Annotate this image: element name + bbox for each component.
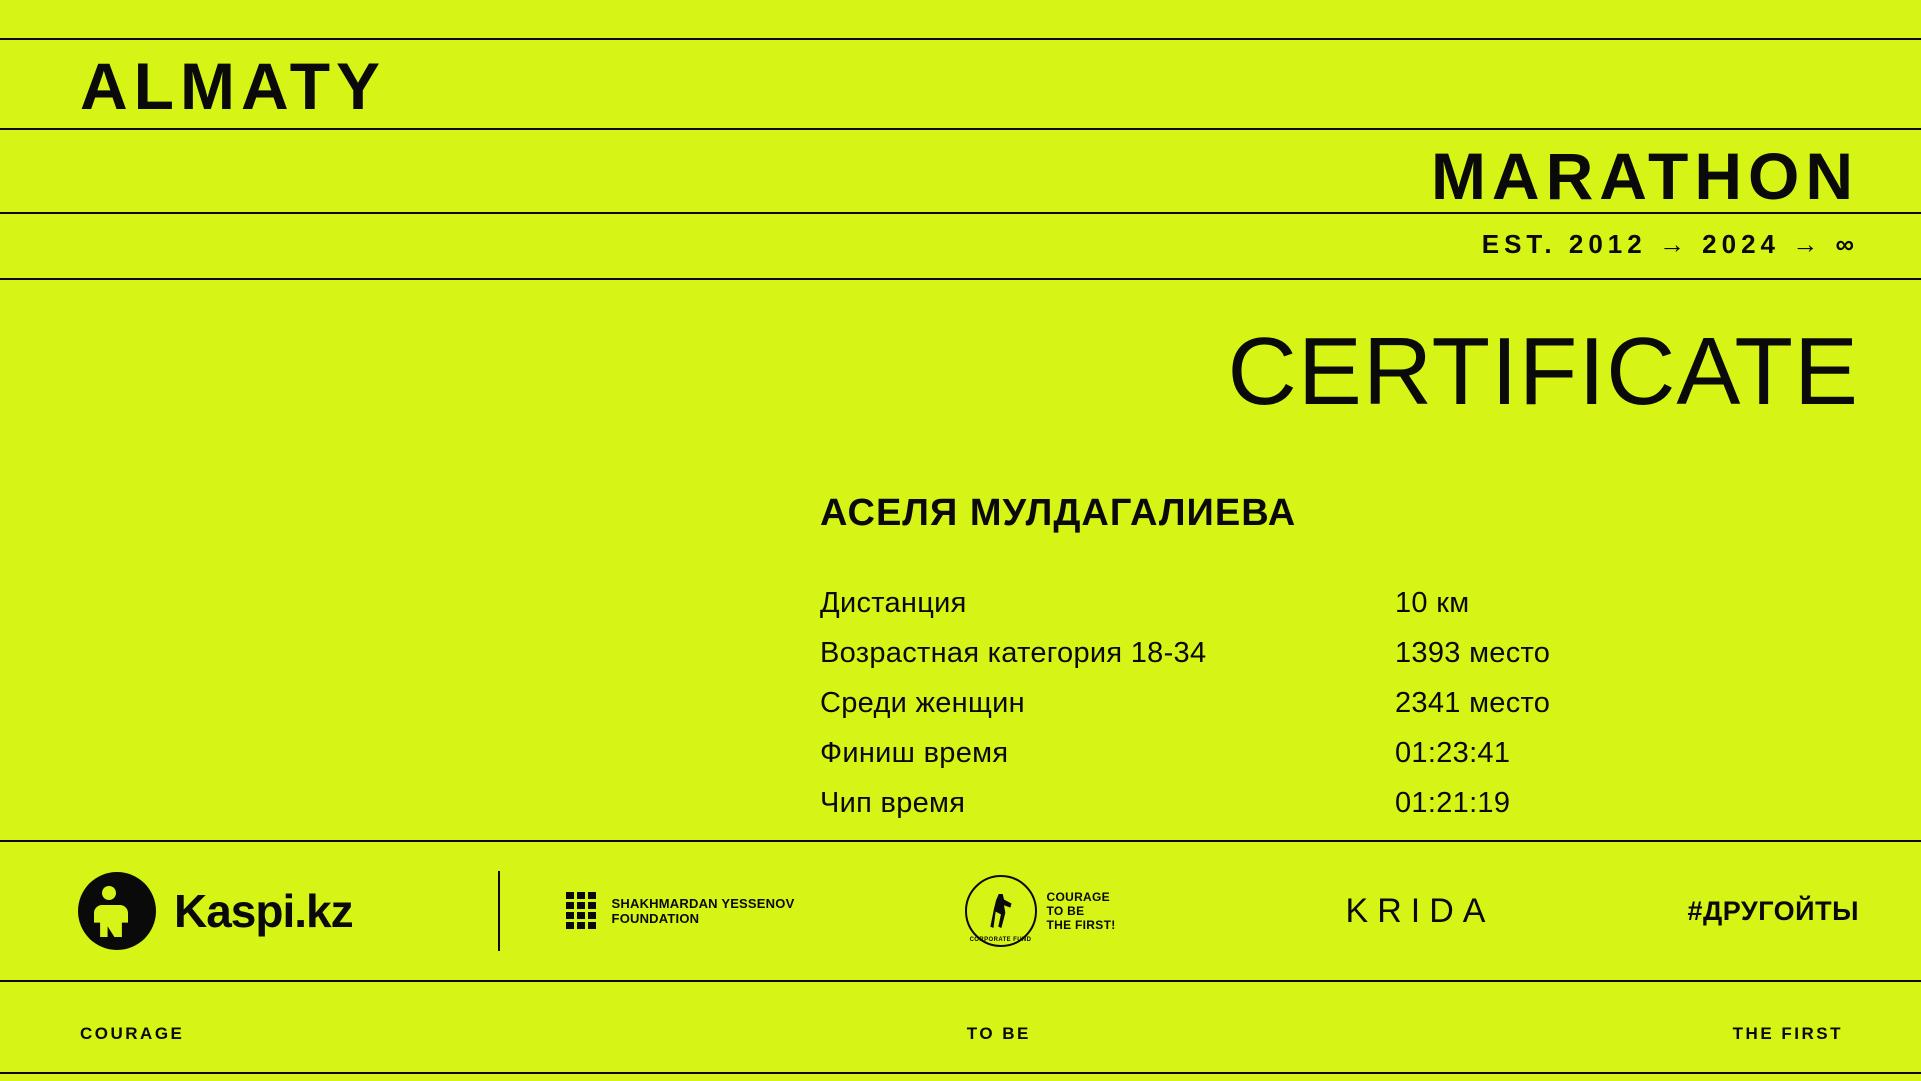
- result-value: 1393 место: [1395, 637, 1551, 669]
- footer-tagline: [0, 1012, 1921, 1056]
- table-row: [820, 778, 1580, 828]
- result-label: Чип время: [820, 787, 966, 819]
- result-label: Дистанция: [820, 587, 967, 619]
- yessenov-label: [612, 896, 795, 926]
- courage-label-line3: THE FIRST!: [1046, 918, 1116, 932]
- yessenov-label-line1: SHAKHMARDAN YESSENOV: [611, 896, 795, 911]
- courage-fund-logo-icon: [965, 875, 1037, 947]
- footer-left: COURAGE: [80, 1024, 185, 1043]
- courage-ring-label: CORPORATE FUND: [969, 937, 1032, 943]
- results-table: [820, 578, 1580, 828]
- yessenov-logo-icon: [566, 892, 600, 930]
- footer-right: THE FIRST: [1732, 1024, 1844, 1043]
- kaspi-label: Kaspi.kz: [174, 885, 353, 937]
- divider-rule-1: [0, 38, 1921, 40]
- result-label: Возрастная категория 18-34: [820, 637, 1207, 669]
- runner-figure-icon: [990, 894, 1012, 928]
- established-line: EST. 2012 → 2024 → ∞: [1481, 229, 1859, 259]
- result-label: Среди женщин: [820, 687, 1025, 719]
- table-row: [820, 628, 1580, 678]
- sponsor-yessenov: [500, 842, 860, 980]
- result-value: 01:23:41: [1395, 737, 1511, 769]
- divider-rule-2: [0, 128, 1921, 130]
- courage-label-line1: COURAGE: [1046, 890, 1110, 904]
- table-row: [820, 678, 1580, 728]
- sponsor-kaspi: [0, 842, 498, 980]
- kaspi-logo-icon: [78, 872, 156, 950]
- brand-marathon: MARATHON: [1430, 139, 1859, 213]
- result-value: 2341 место: [1395, 687, 1551, 719]
- result-label: Финиш время: [820, 737, 1009, 769]
- sponsor-drugoity: #ДРУГОЙТЫ: [1687, 895, 1859, 926]
- divider-rule-7: [0, 1072, 1921, 1074]
- result-value: 01:21:19: [1395, 787, 1511, 819]
- recipient-name: АСЕЛЯ МУЛДАГАЛИЕВА: [820, 492, 1297, 534]
- footer-middle: TO BE: [966, 1024, 1031, 1043]
- brand-almaty: ALMATY: [80, 49, 387, 123]
- page-title: CERTIFICATE: [1227, 318, 1859, 425]
- sponsor-courage-fund: [860, 842, 1220, 980]
- divider-rule-4: [0, 278, 1921, 280]
- courage-fund-label: [1047, 890, 1116, 932]
- yessenov-label-line2: FOUNDATION: [611, 911, 700, 926]
- sponsor-bar: [0, 842, 1921, 980]
- sponsor-krida: KRIDA: [1345, 891, 1495, 930]
- result-value: 10 км: [1395, 587, 1470, 619]
- table-row: [820, 578, 1580, 628]
- divider-rule-6: [0, 980, 1921, 982]
- courage-label-line2: TO BE: [1046, 904, 1085, 918]
- table-row: [820, 728, 1580, 778]
